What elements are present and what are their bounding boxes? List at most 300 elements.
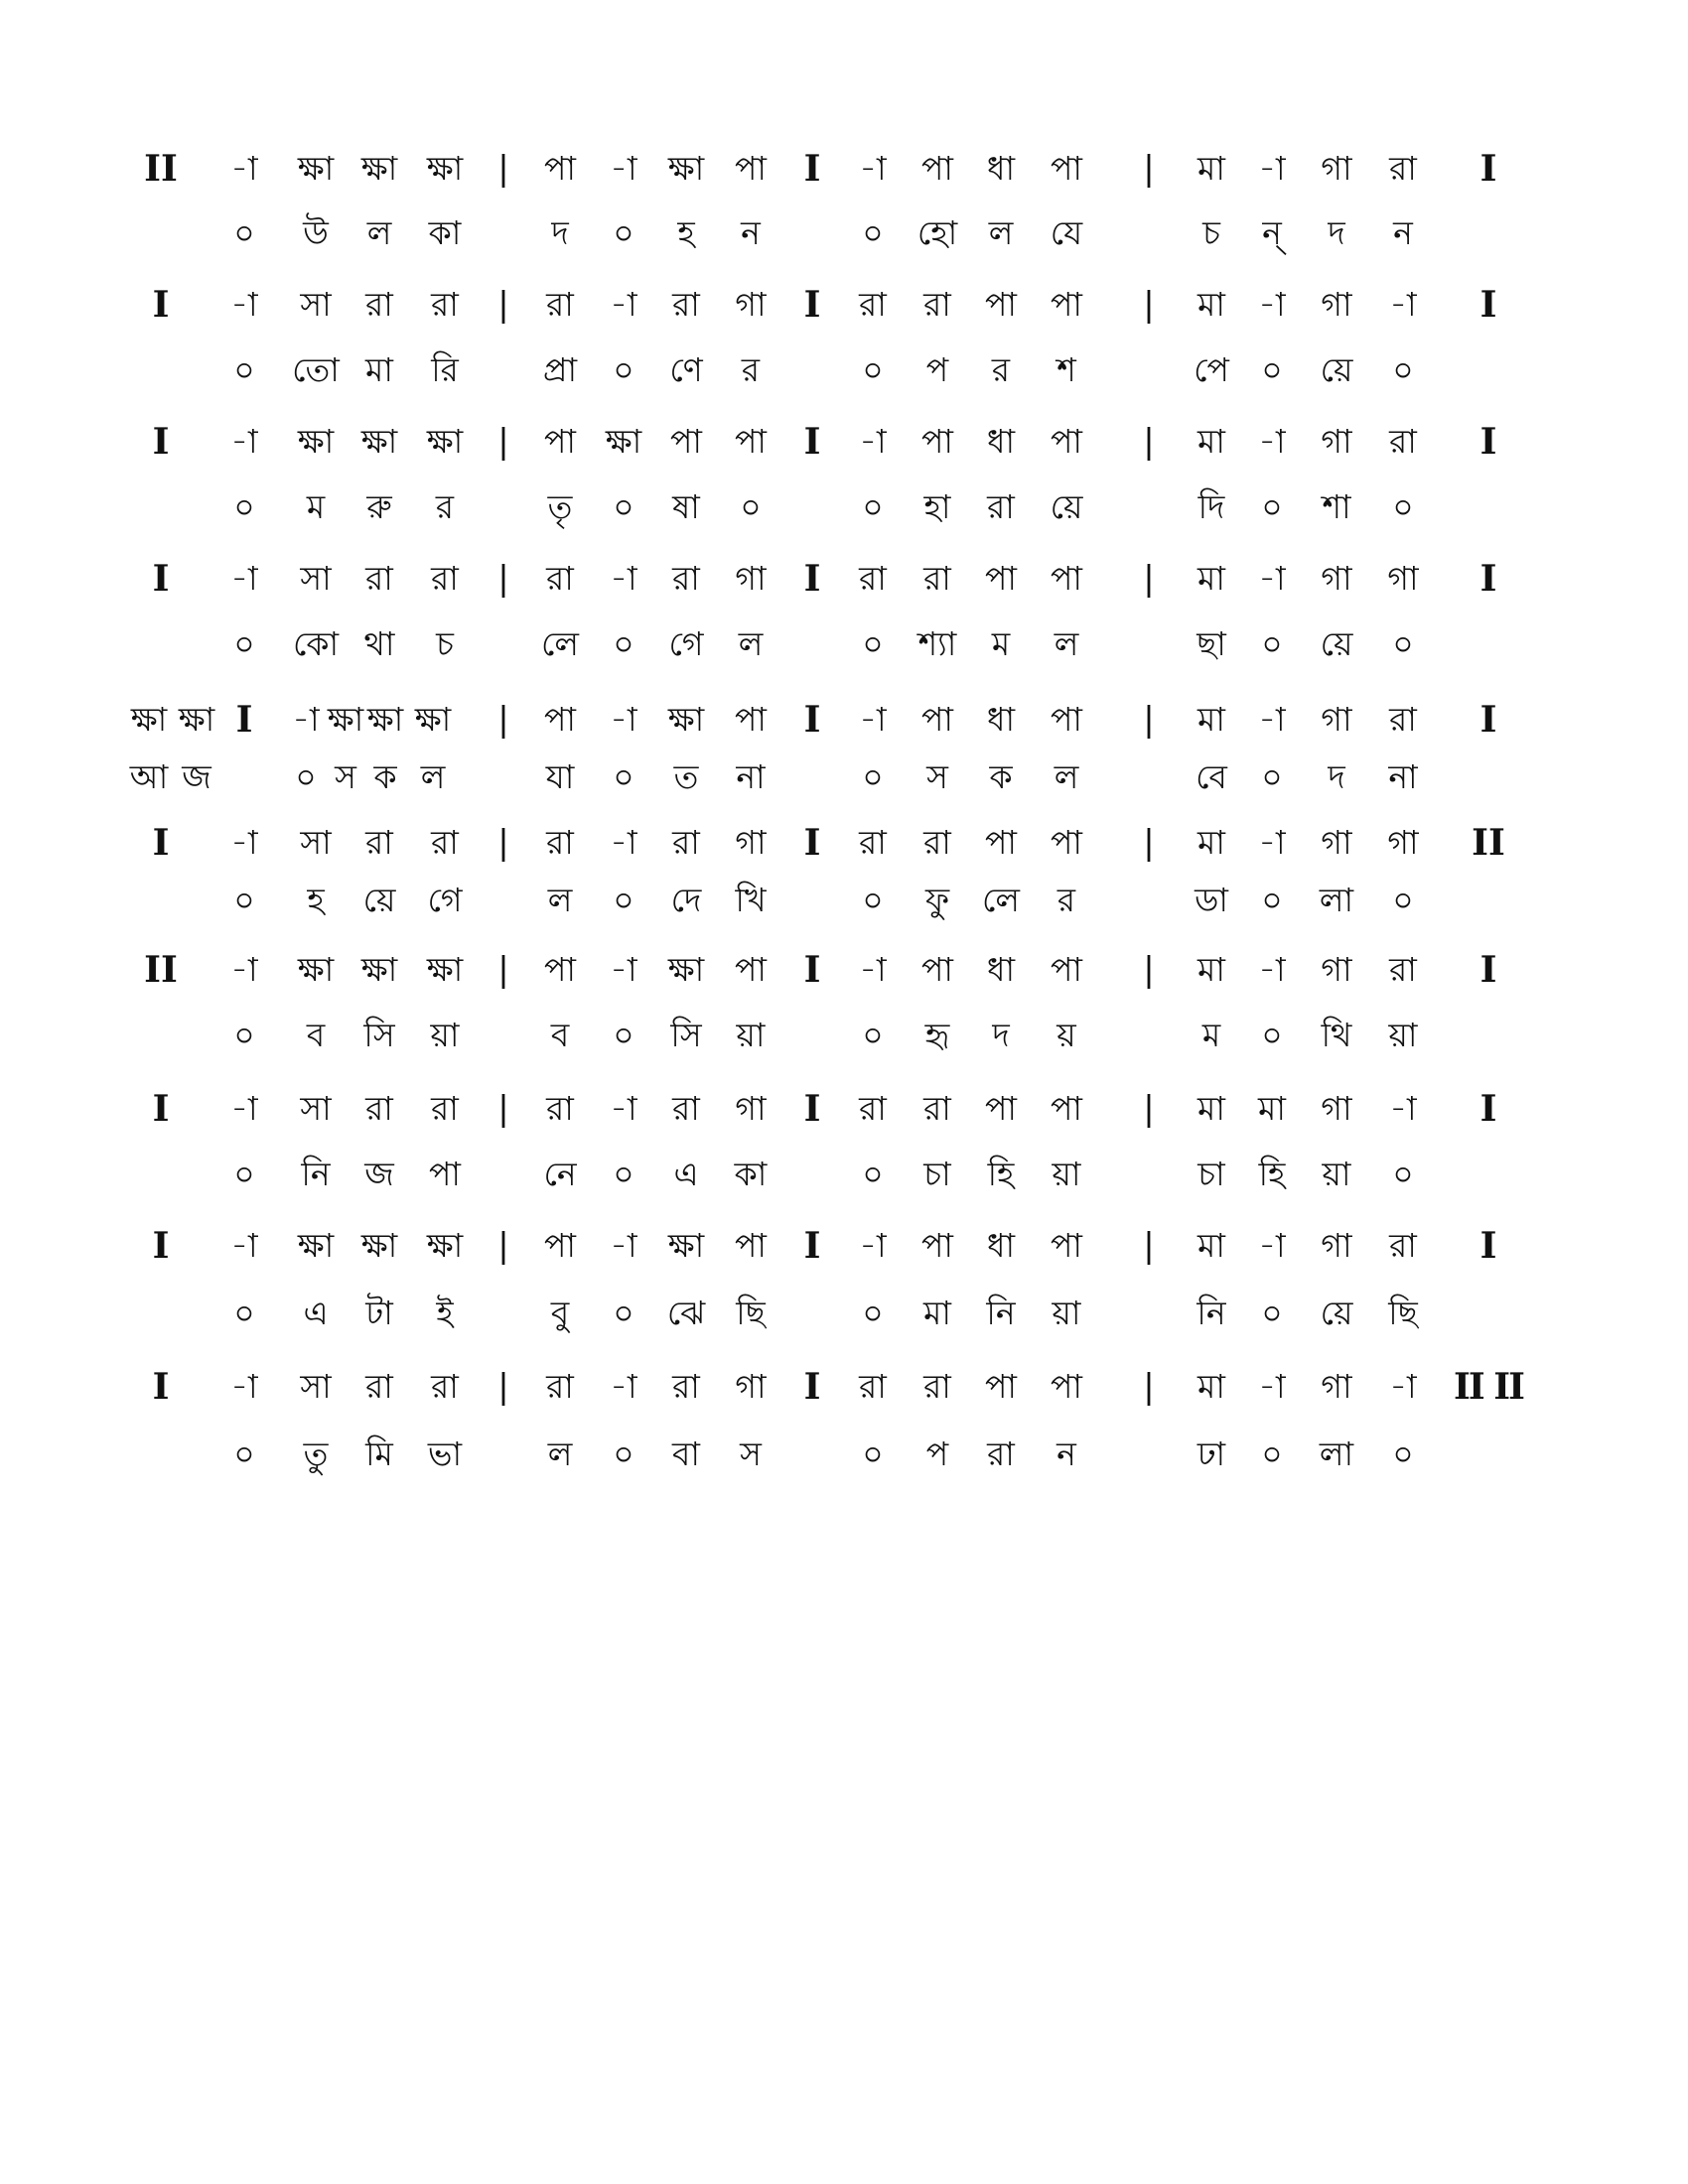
lyric-syllable: ০ (1392, 1155, 1414, 1193)
lyric-syllable: ০ (233, 213, 255, 252)
note-token: পা (670, 422, 702, 461)
note-token: রা (672, 1089, 700, 1128)
note-token: গা (735, 823, 767, 862)
notation-line (149, 1221, 1539, 1271)
note-token: রা (859, 1367, 887, 1406)
note-token: I (1479, 148, 1497, 190)
note-token: রা (1389, 1226, 1417, 1265)
lyric-syllable: বে (1196, 757, 1227, 796)
note-token: সা (300, 1089, 332, 1128)
note-token: গা (1321, 559, 1352, 598)
lyric-syllable: হৃ (924, 1016, 950, 1054)
note-token: পা (1051, 422, 1082, 461)
note-token: রা (672, 1367, 700, 1406)
lyric-syllable: গে (668, 624, 704, 663)
note-token: গা (1321, 823, 1352, 862)
lyric-syllable: ০ (613, 1434, 634, 1473)
lyric-syllable: ০ (233, 1294, 255, 1332)
lyric-syllable: লা (1319, 1434, 1354, 1473)
lyric-syllable: ০ (862, 881, 884, 919)
note-token: | (497, 700, 509, 740)
note-token: সা (300, 285, 332, 324)
lyric-syllable: ০ (740, 487, 762, 526)
note-token: I (803, 949, 821, 991)
lyric-syllable: তু (303, 1434, 329, 1473)
note-token: | (497, 149, 509, 189)
lyric-syllable: থি (1321, 1016, 1352, 1054)
lyric-syllable: ০ (613, 624, 634, 663)
note-token: -া (230, 559, 258, 598)
note-token: মা (1197, 823, 1225, 862)
note-token: পা (921, 1226, 953, 1265)
lyric-syllable: য়া (430, 1016, 460, 1054)
note-token: -া (230, 1089, 258, 1128)
note-token: ধা (986, 700, 1016, 739)
lyric-syllable: ০ (233, 624, 255, 663)
lyric-syllable: যা (545, 757, 575, 796)
note-token: I (1479, 1088, 1497, 1130)
note-token: | (497, 1367, 509, 1407)
note-token: গা (1321, 1226, 1352, 1265)
note-token: গা (1321, 149, 1352, 188)
lyric-syllable: খি (735, 881, 767, 919)
lyric-syllable: ন (1393, 213, 1413, 252)
lyric-syllable: দি (1197, 487, 1225, 526)
note-token: -া (230, 1367, 258, 1406)
note-token: ক্ষা (426, 1226, 464, 1265)
lyric-syllable: য়া (1052, 1294, 1081, 1332)
note-token: ক্ষা (414, 700, 452, 739)
lyric-syllable: ০ (233, 1155, 255, 1193)
lyric-line (129, 752, 1539, 802)
lyric-syllable: নি (1196, 1294, 1226, 1332)
lyric-syllable: য়ে (1320, 1294, 1353, 1332)
note-token: গা (1321, 1089, 1352, 1128)
lyric-line (149, 619, 1539, 669)
lyric-syllable: য় (1056, 1016, 1076, 1054)
lyric-syllable: যে (1050, 213, 1083, 252)
lyric-syllable: ০ (1261, 881, 1283, 919)
note-token: -া (1258, 149, 1286, 188)
lyric-syllable: নি (301, 1155, 331, 1193)
lyric-syllable: ০ (233, 881, 255, 919)
lyric-syllable: টা (365, 1294, 393, 1332)
lyric-syllable: স (926, 757, 948, 796)
note-token: | (497, 1089, 509, 1129)
note-token: রা (431, 1367, 459, 1406)
lyric-syllable: দ (992, 1016, 1010, 1054)
lyric-syllable: ণে (669, 350, 703, 389)
lyric-syllable: ০ (1261, 1016, 1283, 1054)
lyric-syllable: নে (543, 1155, 577, 1193)
note-token: I (152, 1366, 170, 1408)
lyric-syllable: প্রা (542, 350, 578, 389)
note-token: পা (985, 823, 1017, 862)
lyric-line (149, 1011, 1539, 1060)
note-token: গা (1321, 1367, 1352, 1406)
note-token: পা (921, 149, 953, 188)
note-token: রা (431, 823, 459, 862)
lyric-syllable: প (925, 1434, 949, 1473)
note-token: রা (923, 1367, 951, 1406)
note-token: | (1143, 285, 1155, 325)
note-token: মা (1197, 559, 1225, 598)
note-token: ধা (986, 422, 1016, 461)
lyric-syllable: ০ (1261, 350, 1283, 389)
note-token: পা (544, 149, 576, 188)
note-token: I (803, 558, 821, 600)
note-token: I (1479, 699, 1497, 741)
lyric-syllable: য়ে (1320, 350, 1353, 389)
note-token: I (1479, 1225, 1497, 1267)
note-token: II II (1454, 1366, 1523, 1408)
note-token: পা (1051, 950, 1082, 989)
lyric-syllable: সি (670, 1016, 702, 1054)
lyric-syllable: ব (550, 1016, 570, 1054)
note-token: গা (735, 559, 767, 598)
lyric-syllable: তৃ (547, 487, 573, 526)
note-token: রা (859, 823, 887, 862)
note-token: -া (1389, 1367, 1417, 1406)
note-token: পা (1051, 285, 1082, 324)
lyric-syllable: জ (182, 757, 211, 796)
lyric-syllable: ০ (862, 213, 884, 252)
note-token: মা (1197, 149, 1225, 188)
lyric-syllable: স (740, 1434, 762, 1473)
lyric-syllable: ০ (862, 487, 884, 526)
lyric-syllable: ০ (233, 1434, 255, 1473)
note-token: -া (859, 950, 887, 989)
note-token: মা (1197, 285, 1225, 324)
lyric-syllable: ০ (1392, 487, 1414, 526)
lyric-syllable: য়ে (1320, 624, 1353, 663)
note-token: ক্ষা (178, 700, 215, 739)
note-token: মা (1197, 422, 1225, 461)
note-token: রা (672, 823, 700, 862)
note-token: -া (859, 149, 887, 188)
note-token: -া (1258, 823, 1286, 862)
lyric-syllable: কো (292, 624, 340, 663)
note-token: রা (365, 823, 393, 862)
note-token: | (497, 559, 509, 599)
note-token: I (1479, 949, 1497, 991)
note-token: I (152, 1088, 170, 1130)
note-token: I (152, 1225, 170, 1267)
note-token: II (144, 949, 178, 991)
lyric-line (149, 208, 1539, 258)
notation-line (144, 144, 1539, 194)
lyric-syllable: ছি (736, 1294, 766, 1332)
lyric-syllable: প (925, 350, 949, 389)
note-token: | (1143, 1089, 1155, 1129)
lyric-syllable: জ (364, 1155, 394, 1193)
note-token: -া (230, 285, 258, 324)
note-token: I (152, 421, 170, 463)
lyric-syllable: দ (551, 213, 569, 252)
note-token: পা (544, 422, 576, 461)
lyric-syllable: ০ (613, 350, 634, 389)
lyric-syllable: ন্ (1262, 213, 1282, 252)
note-token: -া (1258, 559, 1286, 598)
lyric-syllable: রু (366, 487, 392, 526)
note-token: -া (230, 422, 258, 461)
lyric-syllable: লে (541, 624, 579, 663)
lyric-syllable: শা (1322, 487, 1351, 526)
note-token: পা (921, 700, 953, 739)
note-token: মা (1197, 950, 1225, 989)
note-token: | (1143, 950, 1155, 990)
lyric-syllable: র (991, 350, 1011, 389)
lyric-syllable: ছি (1388, 1294, 1418, 1332)
lyric-syllable: এ (673, 1155, 699, 1193)
lyric-syllable: হ (677, 213, 695, 252)
notation-line (130, 695, 1539, 745)
note-token: রা (546, 285, 574, 324)
note-token: I (152, 558, 170, 600)
note-token: -া (230, 950, 258, 989)
note-token: রা (859, 559, 887, 598)
note-token: | (497, 823, 509, 863)
lyric-syllable: না (1388, 757, 1418, 796)
note-token: I (1479, 421, 1497, 463)
note-token: ক্ষা (297, 149, 335, 188)
note-token: পা (985, 1089, 1017, 1128)
lyric-syllable: ল (1054, 624, 1079, 663)
note-token: -া (1258, 422, 1286, 461)
lyric-syllable: ল (988, 213, 1014, 252)
lyric-syllable: হ (307, 881, 325, 919)
note-token: পা (735, 149, 767, 188)
note-token: -া (610, 950, 637, 989)
note-token: | (497, 950, 509, 990)
lyric-syllable: ০ (1261, 487, 1283, 526)
lyric-syllable: র (1056, 881, 1076, 919)
lyric-syllable: ০ (1261, 624, 1283, 663)
note-token: | (1143, 559, 1155, 599)
lyric-syllable: ০ (1392, 624, 1414, 663)
lyric-syllable: ০ (862, 1434, 884, 1473)
note-token: পা (544, 700, 576, 739)
lyric-syllable: ০ (233, 1016, 255, 1054)
lyric-syllable: থা (363, 624, 395, 663)
note-token: -া (610, 1089, 637, 1128)
note-token: I (803, 1225, 821, 1267)
note-token: -া (1258, 950, 1286, 989)
lyric-syllable: উ (303, 213, 329, 252)
note-token: -া (230, 1226, 258, 1265)
lyric-syllable: শ (1056, 350, 1076, 389)
note-token: গা (1321, 285, 1352, 324)
lyric-line (149, 345, 1539, 395)
note-token: ক্ষা (130, 700, 168, 739)
note-token: মা (1197, 1367, 1225, 1406)
note-token: -া (610, 1367, 637, 1406)
lyric-syllable: ০ (862, 1155, 884, 1193)
lyric-syllable: ন (741, 213, 761, 252)
lyric-syllable: ল (366, 213, 392, 252)
lyric-syllable: মা (365, 350, 393, 389)
note-token: ধা (986, 1226, 1016, 1265)
lyric-syllable: ছা (1196, 624, 1226, 663)
note-token: -া (610, 1226, 637, 1265)
note-token: I (235, 699, 253, 741)
note-token: রা (672, 285, 700, 324)
note-token: -া (230, 149, 258, 188)
note-token: -া (859, 1226, 887, 1265)
lyric-syllable: বু (550, 1294, 570, 1332)
note-token: রা (1389, 950, 1417, 989)
lyric-syllable: ০ (1261, 1294, 1283, 1332)
note-token: পা (1051, 559, 1082, 598)
note-token: I (803, 1366, 821, 1408)
lyric-syllable: য়া (1322, 1155, 1351, 1193)
note-token: রা (923, 559, 951, 598)
note-token: ক্ষা (667, 149, 705, 188)
lyric-syllable: রা (987, 487, 1015, 526)
note-token: সা (300, 1367, 332, 1406)
lyric-syllable: রি (431, 350, 459, 389)
lyric-syllable: ০ (613, 1155, 634, 1193)
note-token: রা (923, 1089, 951, 1128)
lyric-syllable: য়া (1052, 1155, 1081, 1193)
note-token: পা (1051, 1367, 1082, 1406)
lyric-syllable: ০ (613, 487, 634, 526)
lyric-syllable: ০ (862, 624, 884, 663)
note-token: -া (1258, 1367, 1286, 1406)
note-token: রা (365, 1089, 393, 1128)
note-token: ক্ষা (297, 1226, 335, 1265)
note-token: পা (735, 422, 767, 461)
lyric-line (149, 482, 1539, 532)
note-token: II (144, 148, 178, 190)
note-token: I (1479, 284, 1497, 326)
note-token: পা (985, 285, 1017, 324)
lyric-syllable: স (335, 757, 356, 796)
lyric-syllable: আ (129, 757, 169, 796)
note-token: পা (735, 950, 767, 989)
note-token: I (803, 421, 821, 463)
note-token: সা (300, 823, 332, 862)
lyric-syllable: চা (1197, 1155, 1225, 1193)
note-token: | (1143, 422, 1155, 462)
note-token: | (1143, 1226, 1155, 1266)
notation-line (149, 280, 1539, 330)
note-token: মা (1258, 1089, 1286, 1128)
lyric-syllable: হো (916, 213, 958, 252)
lyric-syllable: হি (1258, 1155, 1286, 1193)
note-token: I (803, 148, 821, 190)
lyric-syllable: হা (923, 487, 951, 526)
lyric-syllable: লা (1319, 881, 1354, 919)
notation-line (149, 417, 1539, 467)
note-token: রা (923, 823, 951, 862)
lyric-syllable: য়ে (362, 881, 396, 919)
lyric-line (149, 1430, 1539, 1479)
lyric-syllable: বা (672, 1434, 700, 1473)
lyric-syllable: কা (428, 213, 462, 252)
note-token: -া (292, 700, 320, 739)
note-token: ক্ষা (297, 950, 335, 989)
note-token: পা (544, 950, 576, 989)
lyric-syllable: ০ (1261, 757, 1283, 796)
note-token: ধা (986, 950, 1016, 989)
lyric-syllable: মি (365, 1434, 393, 1473)
note-token: পা (921, 950, 953, 989)
note-token: মা (1197, 1226, 1225, 1265)
note-token: রা (546, 559, 574, 598)
note-token: রা (431, 285, 459, 324)
note-token: ক্ষা (360, 1226, 398, 1265)
note-token: পা (1051, 700, 1082, 739)
note-token: -া (610, 559, 637, 598)
notation-line (149, 1084, 1539, 1134)
lyric-syllable: ০ (233, 487, 255, 526)
lyric-syllable: ল (547, 881, 573, 919)
lyric-syllable: পে (1194, 350, 1229, 389)
lyric-syllable: ঝে (666, 1294, 706, 1332)
note-token: I (152, 822, 170, 864)
notation-line (144, 945, 1539, 995)
lyric-syllable: ০ (862, 350, 884, 389)
note-token: I (803, 1088, 821, 1130)
note-token: -া (1258, 285, 1286, 324)
lyric-syllable: এ (303, 1294, 329, 1332)
note-token: রা (923, 285, 951, 324)
note-token: রা (859, 285, 887, 324)
note-token: রা (1389, 149, 1417, 188)
lyric-syllable: ০ (613, 881, 634, 919)
lyric-line (149, 1289, 1539, 1338)
note-token: ক্ষা (667, 1226, 705, 1265)
lyric-syllable: ০ (613, 1016, 634, 1054)
note-token: -া (1258, 1226, 1286, 1265)
note-token: | (497, 1226, 509, 1266)
note-token: পা (1051, 149, 1082, 188)
note-token: -া (610, 700, 637, 739)
note-token: | (1143, 1367, 1155, 1407)
note-token: | (497, 285, 509, 325)
note-token: গা (735, 1089, 767, 1128)
note-token: রা (546, 1367, 574, 1406)
lyric-syllable: ০ (233, 350, 255, 389)
lyric-syllable: চ (436, 624, 454, 663)
note-token: ক্ষা (667, 700, 705, 739)
lyric-syllable: য়া (1388, 1016, 1418, 1054)
notation-line (149, 818, 1539, 868)
note-token: গা (1321, 700, 1352, 739)
note-token: -া (859, 422, 887, 461)
lyric-syllable: ম (991, 624, 1011, 663)
lyric-syllable: ডা (1195, 881, 1228, 919)
lyric-syllable: ক (373, 757, 397, 796)
lyric-syllable: য়া (736, 1016, 766, 1054)
note-token: I (803, 822, 821, 864)
lyric-syllable: ০ (1392, 881, 1414, 919)
note-token: I (152, 284, 170, 326)
note-token: গা (1321, 950, 1352, 989)
lyric-syllable: ষা (672, 487, 700, 526)
note-token: | (1143, 149, 1155, 189)
lyric-syllable: ০ (1261, 1434, 1283, 1473)
note-token: I (803, 284, 821, 326)
lyric-syllable: ০ (862, 1294, 884, 1332)
lyric-syllable: দ (1328, 757, 1345, 796)
note-token: ক্ষা (366, 700, 404, 739)
note-token: ক্ষা (667, 950, 705, 989)
note-token: পা (1051, 1226, 1082, 1265)
note-token: -া (230, 823, 258, 862)
note-token: পা (544, 1226, 576, 1265)
